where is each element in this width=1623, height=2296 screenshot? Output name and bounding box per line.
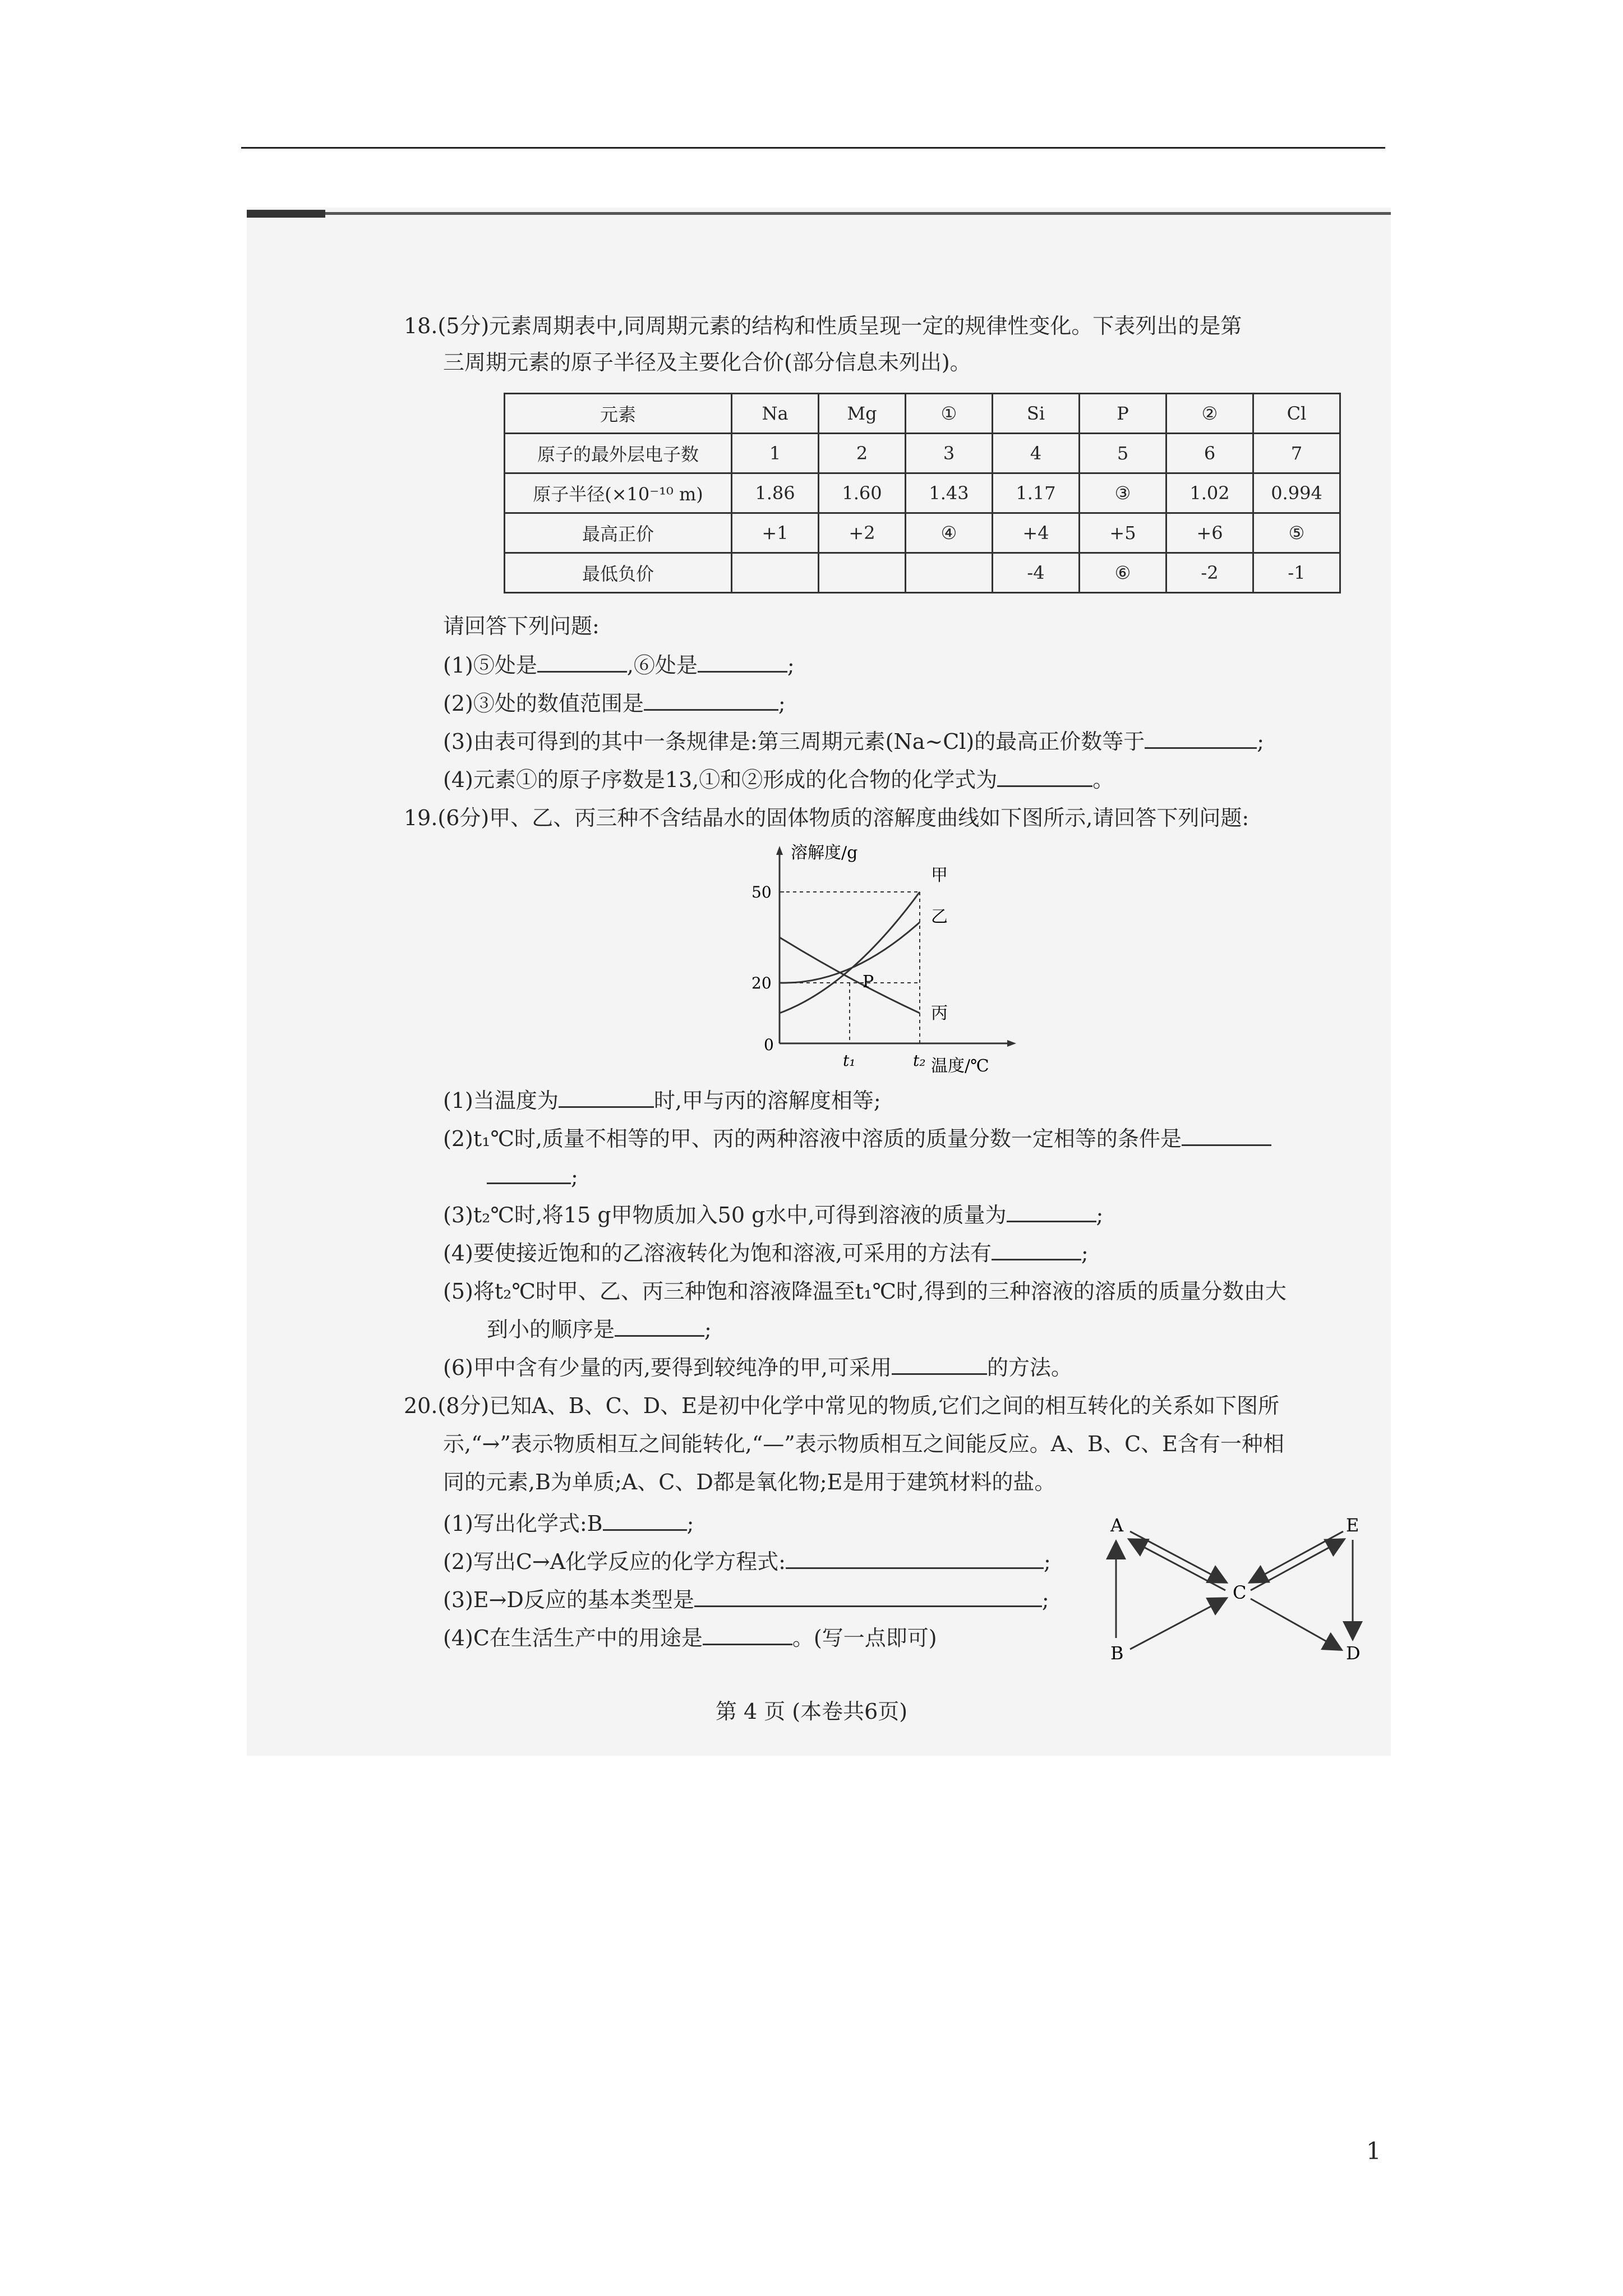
curve-series: [780, 937, 920, 1013]
x-ticks: [843, 1051, 925, 1070]
arrow-e-to-c: [1251, 1531, 1343, 1582]
answer-blank[interactable]: [997, 765, 1092, 787]
q18-sub2: [443, 689, 786, 718]
answer-blank[interactable]: [615, 1315, 704, 1337]
node-d: D: [1346, 1642, 1361, 1664]
answer-blank[interactable]: [487, 1162, 571, 1184]
q20-sub1-b: ;: [686, 1511, 694, 1536]
answer-blank[interactable]: [786, 1547, 1044, 1569]
y-tick-label: 20: [751, 974, 772, 992]
table-cell: ④: [906, 513, 993, 553]
table-cell: 1: [732, 434, 819, 473]
q19-sub5-c: ;: [704, 1317, 712, 1342]
q19-sub5-cont: [487, 1315, 712, 1344]
q19-sub2-a: (2)t₁℃时,质量不相等的甲、丙的两种溶液中溶质的质量分数一定相等的条件是: [443, 1126, 1182, 1151]
table-cell: 6: [1166, 434, 1253, 473]
table-cell: Si: [993, 394, 1080, 434]
q19-sub4-b: ;: [1081, 1241, 1089, 1266]
node-e: E: [1346, 1515, 1359, 1536]
answer-blank[interactable]: [992, 1239, 1081, 1260]
table-cell: [819, 553, 906, 593]
table-cell: 1.02: [1166, 473, 1253, 513]
q20-sub2-a: (2)写出C→A化学反应的化学方程式:: [443, 1549, 786, 1574]
x-axis-label: 温度/℃: [931, 1056, 989, 1076]
q20-sub1-a: (1)写出化学式:B: [443, 1511, 603, 1536]
q19-sub1-a: (1)当温度为: [443, 1088, 559, 1113]
q18-line2: 三周期元素的原子半径及主要化合价(部分信息未列出)。: [443, 350, 971, 375]
table-row-header: 原子半径(×10⁻¹⁰ m): [505, 473, 732, 513]
q18-sub4-a: (4)元素①的原子序数是13,①和②形成的化合物的化学式为: [443, 767, 998, 792]
q18-sub2-a: (2)③处的数值范围是: [443, 691, 644, 716]
curves: [780, 892, 920, 1013]
q18-sub1-a: (1)⑤处是: [443, 653, 537, 678]
q20-sub1: [443, 1509, 694, 1538]
table-cell: 7: [1253, 434, 1340, 473]
q18-sub1: [443, 651, 795, 680]
table-row: [505, 434, 1340, 473]
q19-sub1: [443, 1086, 881, 1115]
q20-sub3: [443, 1585, 1049, 1614]
table-cell: +5: [1080, 513, 1166, 553]
x-tick-label: t₁: [843, 1051, 856, 1070]
node-a: A: [1110, 1515, 1124, 1536]
table-cell: 1.60: [819, 473, 906, 513]
answer-blank[interactable]: [703, 1623, 792, 1645]
q19-sub2-b: ;: [571, 1165, 578, 1189]
series-label: 丙: [931, 1004, 948, 1023]
table-cell: 1.43: [906, 473, 993, 513]
y-axis-label: 溶解度/g: [791, 843, 858, 863]
table-row: [505, 553, 1340, 593]
series-label: 甲: [931, 866, 948, 885]
table-cell: 1.17: [993, 473, 1080, 513]
arrow-a-to-c: [1130, 1531, 1225, 1582]
table-cell: 4: [993, 434, 1080, 473]
table-cell: ②: [1166, 394, 1253, 434]
table-cell: ③: [1080, 473, 1166, 513]
table-cell: 1.86: [732, 473, 819, 513]
table-row: [505, 473, 1340, 513]
q20-line1: 20.(8分)已知A、B、C、D、E是初中化学中常见的物质,它们之间的相互转化的关系如下图所: [404, 1393, 1279, 1418]
q19-sub3-b: ;: [1096, 1203, 1104, 1227]
q19-sub2: [443, 1124, 1271, 1153]
q18-prompt: 请回答下列问题:: [443, 614, 600, 638]
q19-sub5: (5)将t₂℃时甲、乙、丙三种饱和溶液降温至t₁℃时,得到的三种溶液的溶质的质量分数由大: [443, 1279, 1287, 1304]
q20-sub4: [443, 1623, 937, 1653]
answer-blank[interactable]: [1145, 727, 1257, 749]
q20-sub3-b: ;: [1041, 1588, 1049, 1612]
q19-line1: 19.(6分)甲、乙、丙三种不含结晶水的固体物质的溶解度曲线如下图所示,请回答下列问题:: [404, 806, 1249, 830]
node-b: B: [1110, 1642, 1124, 1664]
node-c: C: [1233, 1582, 1247, 1603]
y-tick-label: 50: [751, 883, 772, 901]
q19-sub6-b: 的方法。: [987, 1355, 1073, 1380]
q19-sub6-a: (6)甲中含有少量的丙,要得到较纯净的甲,可采用: [443, 1355, 892, 1380]
table-cell: 5: [1080, 434, 1166, 473]
table-cell: -4: [993, 553, 1080, 593]
q18-sub1-b: ,⑥处是: [626, 653, 698, 678]
q20-line2: 示,“→”表示物质相互之间能转化,“—”表示物质相互之间能反应。A、B、C、E含有一种相: [443, 1432, 1284, 1456]
table-row: [505, 513, 1340, 553]
table-cell: Na: [732, 394, 819, 434]
q19-sub1-b: 时,甲与丙的溶解度相等;: [653, 1088, 881, 1113]
curve-series: [780, 892, 920, 1013]
q20-sub3-a: (3)E→D反应的基本类型是: [443, 1588, 694, 1612]
table-cell: ①: [906, 394, 993, 434]
table-row-header: 元素: [505, 394, 732, 434]
answer-blank[interactable]: [644, 689, 778, 711]
table-cell: ⑥: [1080, 553, 1166, 593]
q18-sub3-a: (3)由表可得到的其中一条规律是:第三周期元素(Na~Cl)的最高正价数等于: [443, 729, 1145, 754]
table-row-header: 最高正价: [505, 513, 732, 553]
answer-blank[interactable]: [694, 1585, 1042, 1607]
table-cell: 3: [906, 434, 993, 473]
q19-sub3: [443, 1200, 1103, 1230]
y-axis-arrow: [776, 846, 783, 855]
table-cell: 0.994: [1253, 473, 1340, 513]
answer-blank[interactable]: [1007, 1200, 1096, 1222]
element-table: [504, 393, 1341, 593]
solubility-chart: [729, 836, 1021, 1083]
q19-sub5-b: 到小的顺序是: [487, 1317, 615, 1342]
arrow-c-to-d: [1251, 1599, 1340, 1649]
q19-sub4: [443, 1239, 1089, 1268]
curve-series: [780, 922, 920, 983]
table-row-header: 原子的最外层电子数: [505, 434, 732, 473]
q18-sub3: [443, 727, 1264, 756]
q18-sub4-b: 。: [1092, 767, 1114, 792]
q18-sub4: [443, 765, 1114, 794]
table-cell: +4: [993, 513, 1080, 553]
arrow-b-to-c: [1130, 1599, 1225, 1649]
arrow-c-to-a: [1130, 1540, 1225, 1590]
table-row-header: 最低负价: [505, 553, 732, 593]
origin-label: 0: [764, 1036, 774, 1054]
table-row: [505, 394, 1340, 434]
page-number: 1: [1366, 2137, 1381, 2165]
q19-sub6: [443, 1353, 1072, 1382]
q19-sub2-cont: [487, 1162, 578, 1191]
q19-sub3-a: (3)t₂℃时,将15 g甲物质加入50 g水中,可得到溶液的质量为: [443, 1203, 1007, 1227]
table-cell: [732, 553, 819, 593]
answer-blank[interactable]: [537, 651, 627, 673]
guide-lines: [780, 892, 920, 1043]
table-cell: -1: [1253, 553, 1340, 593]
q20-sub4-b: 。(写一点即可): [792, 1626, 937, 1650]
answer-blank[interactable]: [892, 1353, 987, 1375]
x-axis-arrow: [1007, 1040, 1016, 1047]
table-cell: Cl: [1253, 394, 1340, 434]
table-cell: [906, 553, 993, 593]
q20-sub4-a: (4)C在生活生产中的用途是: [443, 1626, 703, 1650]
q20-sub2-b: ;: [1044, 1549, 1051, 1574]
table-cell: 2: [819, 434, 906, 473]
q18-sub3-b: ;: [1257, 729, 1265, 754]
table-cell: ⑤: [1253, 513, 1340, 553]
table-cell: +1: [732, 513, 819, 553]
table-cell: -2: [1166, 553, 1253, 593]
point-p-label: P: [863, 972, 874, 992]
table-cell: +6: [1166, 513, 1253, 553]
q18-sub1-c: ;: [787, 653, 795, 678]
answer-blank[interactable]: [1182, 1124, 1271, 1146]
arrow-c-to-e: [1251, 1540, 1343, 1590]
answer-blank[interactable]: [603, 1509, 687, 1531]
answer-blank[interactable]: [559, 1086, 654, 1108]
q19-sub4-a: (4)要使接近饱和的乙溶液转化为饱和溶液,可采用的方法有: [443, 1241, 992, 1266]
q20-sub2: [443, 1547, 1051, 1576]
table-cell: Mg: [819, 394, 906, 434]
q18-line1: 18.(5分)元素周期表中,同周期元素的结构和性质呈现一定的规律性变化。下表列出的是第: [404, 314, 1242, 338]
table-cell: P: [1080, 394, 1166, 434]
x-tick-label: t₂: [913, 1051, 926, 1070]
page-footer: 第 4 页 (本卷共6页): [715, 1699, 908, 1724]
answer-blank[interactable]: [698, 651, 787, 673]
reaction-diagram: [1099, 1509, 1368, 1672]
table-cell: +2: [819, 513, 906, 553]
q18-sub2-b: ;: [778, 691, 786, 716]
series-label: 乙: [931, 907, 948, 927]
q20-line3: 同的元素,B为单质;A、C、D都是氧化物;E是用于建筑材料的盐。: [443, 1470, 1056, 1494]
curve-labels: [931, 866, 948, 1023]
